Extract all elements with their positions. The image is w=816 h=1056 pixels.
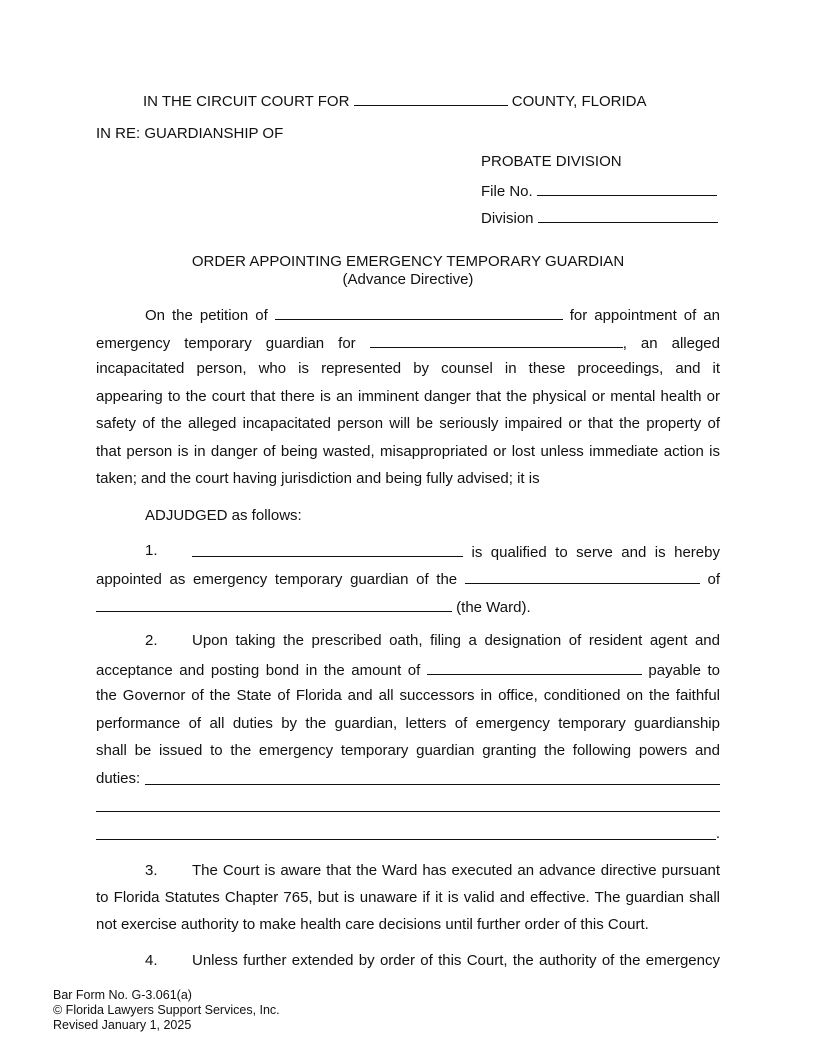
text: of bbox=[707, 571, 721, 588]
division-row bbox=[481, 207, 721, 227]
probate-division: PROBATE DIVISION bbox=[481, 153, 622, 170]
bond-amount-blank[interactable] bbox=[427, 659, 642, 675]
intro-line bbox=[96, 332, 720, 352]
item-number: 4. bbox=[145, 952, 158, 969]
item-line: shall be issued to the emergency temporary guardian granting the following powers and bbox=[96, 742, 720, 759]
text: , an alleged bbox=[622, 335, 720, 352]
item-line: not exercise authority to make health care decisions until further order of this Court. bbox=[96, 916, 649, 933]
document-subtitle: (Advance Directive) bbox=[342, 271, 474, 288]
duties-blank-3[interactable] bbox=[96, 824, 716, 840]
item-line bbox=[96, 824, 720, 844]
item-2 bbox=[96, 631, 720, 651]
item-number: 1. bbox=[145, 542, 158, 559]
intro-line: that person is in danger of being wasted, misappropriated or lost unless immediate action is bbox=[96, 443, 720, 460]
division-label: Division bbox=[481, 210, 534, 227]
item-1 bbox=[96, 541, 720, 561]
alleged-incapacitated-blank[interactable] bbox=[370, 332, 623, 348]
item-line bbox=[96, 568, 720, 588]
text: payable to bbox=[648, 662, 720, 679]
court-suffix: COUNTY, FLORIDA bbox=[511, 93, 647, 110]
intro-line: safety of the alleged incapacitated person will be seriously impaired or that the property of bbox=[96, 415, 720, 432]
item-3 bbox=[96, 861, 720, 881]
item-number: 3. bbox=[145, 862, 158, 879]
court-prefix: IN THE CIRCUIT COURT FOR bbox=[143, 93, 350, 110]
text: (the Ward). bbox=[456, 599, 531, 616]
intro-line bbox=[145, 304, 720, 324]
ward-blank[interactable] bbox=[96, 596, 452, 612]
item-line: to Florida Statutes Chapter 765, but is unaware if it is valid and effective. The guardian shall bbox=[96, 889, 720, 906]
intro-line: taken; and the court having jurisdiction and being fully advised; it is bbox=[96, 470, 540, 487]
intro-line: appearing to the court that there is an imminent danger that the physical or mental health or bbox=[96, 388, 720, 405]
footer-form-number: Bar Form No. G-3.061(a) bbox=[53, 988, 192, 1002]
item-text: Upon taking the prescribed oath, filing a designation of resident agent and bbox=[192, 632, 720, 649]
item-4 bbox=[96, 951, 720, 971]
item-text bbox=[192, 541, 720, 563]
division-blank[interactable] bbox=[538, 207, 718, 223]
text: emergency temporary guardian for bbox=[96, 335, 356, 352]
item-number: 2. bbox=[145, 632, 158, 649]
in-re: IN RE: GUARDIANSHIP OF bbox=[96, 125, 284, 142]
text: acceptance and posting bond in the amount of bbox=[96, 662, 421, 679]
guardian-blank[interactable] bbox=[192, 541, 463, 557]
text: appointed as emergency temporary guardian of the bbox=[96, 571, 458, 588]
footer-copyright: © Florida Lawyers Support Services, Inc. bbox=[53, 1003, 280, 1017]
item-text: The Court is aware that the Ward has executed an advance directive pursuant bbox=[192, 862, 720, 879]
item-line: performance of all duties by the guardian, letters of emergency temporary guardianship bbox=[96, 715, 720, 732]
item-line bbox=[96, 596, 720, 616]
item-line bbox=[96, 796, 720, 816]
petitioner-blank[interactable] bbox=[275, 304, 563, 320]
document-title: ORDER APPOINTING EMERGENCY TEMPORARY GUARDIAN bbox=[191, 253, 625, 270]
text: On the petition of bbox=[145, 307, 268, 324]
item-text: Unless further extended by order of this Court, the authority of the emergency bbox=[192, 952, 720, 969]
text: . bbox=[715, 825, 720, 842]
intro-line: incapacitated person, who is represented by counsel in these proceedings, and it bbox=[96, 360, 720, 377]
item-line bbox=[96, 659, 720, 679]
adjudged: ADJUDGED as follows: bbox=[145, 507, 302, 524]
duties-blank-2[interactable] bbox=[96, 796, 720, 812]
duties-blank[interactable] bbox=[145, 769, 720, 785]
text: for appointment of an bbox=[569, 307, 720, 324]
file-no-blank[interactable] bbox=[537, 180, 717, 196]
file-no-row bbox=[481, 180, 721, 200]
item-line bbox=[96, 769, 720, 789]
text: is qualified to serve and is hereby bbox=[471, 544, 720, 561]
person-blank[interactable] bbox=[465, 568, 700, 584]
court-heading bbox=[143, 90, 767, 110]
text: duties: bbox=[96, 770, 141, 787]
file-no-label: File No. bbox=[481, 183, 533, 200]
footer-revised: Revised January 1, 2025 bbox=[53, 1018, 192, 1032]
item-line: the Governor of the State of Florida and all successors in office, conditioned on the faithful bbox=[96, 687, 720, 704]
county-blank[interactable] bbox=[354, 90, 508, 106]
